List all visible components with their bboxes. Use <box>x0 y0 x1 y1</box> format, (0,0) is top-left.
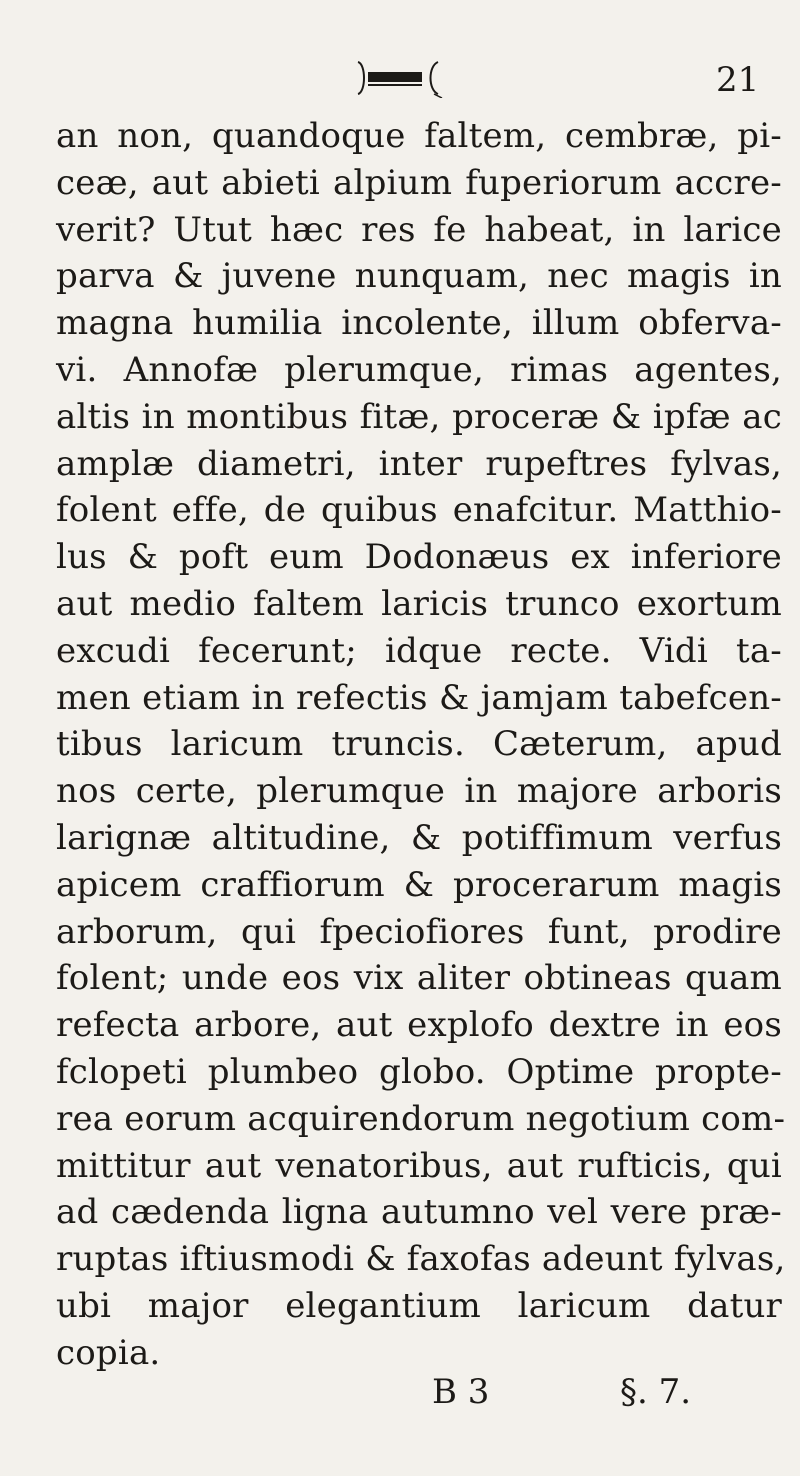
page-footer <box>0 1370 800 1420</box>
text-line: mittitur aut venatoribus, aut rufticis, qui <box>56 1145 782 1186</box>
text-line: ruptas iftiusmodi & faxofas adeunt fylvas, <box>56 1239 786 1280</box>
ornament-icon <box>356 58 456 98</box>
text-line: ubi major elegantium laricum datur <box>56 1285 782 1326</box>
text-line: excudi fecerunt; idque recte. Vidi ta- <box>56 630 782 671</box>
text-line: vi. Annofæ plerumque, rimas agentes, <box>56 349 782 390</box>
body-text <box>56 113 786 1377</box>
text-line: lus & poft eum Dodonæus ex inferiore <box>56 537 782 578</box>
text-line: apicem craffiorum & procerarum magis <box>56 864 782 905</box>
text-line: fclopeti plumbeo globo. Optime propte- <box>56 1051 782 1092</box>
text-line: nos certe, plerumque in majore arboris <box>56 771 782 812</box>
text-line: parva & juvene nunquam, nec magis in <box>56 256 782 297</box>
text-line: men etiam in refectis & jamjam tabefcen- <box>56 677 782 718</box>
text-line: ceæ, aut abieti alpium fuperiorum accre- <box>56 162 782 203</box>
text-line: rea eorum acquirendorum negotium com- <box>56 1098 786 1139</box>
text-line: ad cædenda ligna autumno vel vere præ- <box>56 1192 782 1233</box>
text-line: aut medio faltem laricis trunco exortum <box>56 583 782 624</box>
text-line: tibus laricum truncis. Cæterum, apud <box>56 724 782 765</box>
text-line: magna humilia incolente, illum obferva- <box>56 303 782 344</box>
page-number: 21 <box>716 60 760 100</box>
text-line: copia. <box>56 1332 161 1373</box>
text-line: altis in montibus fitæ, proceræ & ipfæ ac <box>56 396 782 437</box>
page-header <box>0 40 800 110</box>
text-line: larignæ altitudine, & potiffimum verfus <box>56 817 782 858</box>
text-line: folent; unde eos vix aliter obtineas quam <box>56 958 782 999</box>
text-line: arborum, qui fpeciofiores funt, prodire <box>56 911 782 952</box>
text-line: amplæ diametri, inter rupeftres fylvas, <box>56 443 782 484</box>
text-line: folent effe, de quibus enafcitur. Matthio- <box>56 490 782 531</box>
signature-mark: B 3 <box>432 1372 490 1412</box>
catchword: §. 7. <box>620 1372 692 1412</box>
text-line: an non, quandoque faltem, cembræ, pi- <box>56 116 782 156</box>
text-line: refecta arbore, aut explofo dextre in eos <box>56 1005 782 1046</box>
text-line: verit? Utut hæc res fe habeat, in larice <box>56 209 782 250</box>
